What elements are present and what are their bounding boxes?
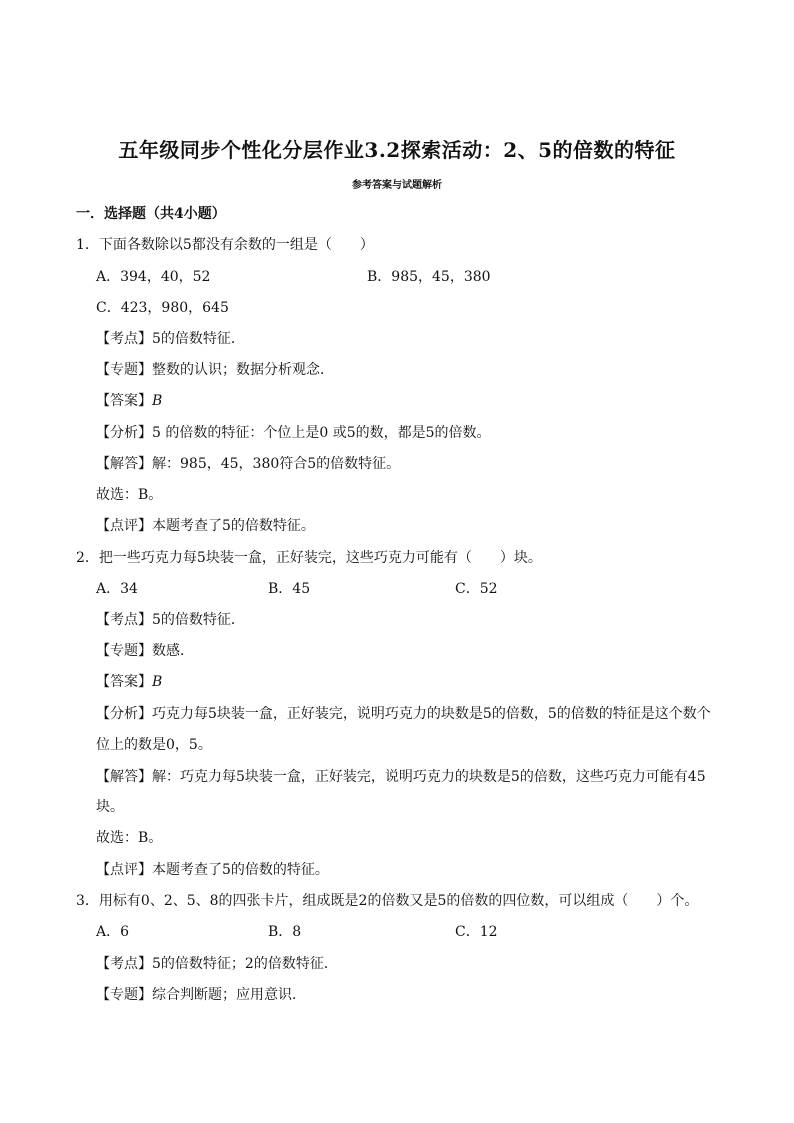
question-1-kaodian: [96, 330, 245, 348]
question-3-zhuanti: [96, 986, 306, 1004]
jieda-text: 解：985，45，380符合5的倍数特征。: [152, 456, 401, 472]
zhuanti-text: 综合判断题；应用意识．: [152, 987, 306, 1003]
question-1-zhuanti: [96, 361, 334, 379]
dianping-tag: 【点评】: [96, 862, 152, 878]
jieda-text: 解：巧克力每5块装一盒，正好装完，说明巧克力的块数是5的倍数，这些巧克力可能有45: [152, 769, 706, 785]
zhuanti-tag: 【专题】: [96, 362, 152, 378]
question-1-stem: 1．下面各数除以5都没有余数的一组是（ ）: [76, 237, 374, 253]
daan-text: B: [152, 674, 163, 690]
page-subtitle: 参考答案与试题解析: [352, 180, 442, 191]
dianping-tag: 【点评】: [96, 518, 152, 534]
question-2-option-b: B．45: [268, 581, 311, 597]
kaodian-tag: 【考点】: [96, 956, 152, 972]
question-2-jieda-line1: [96, 768, 706, 786]
question-2-guxuan: 故选：B。: [96, 830, 163, 846]
question-3-option-b: B．8: [268, 924, 302, 940]
kaodian-tag: 【考点】: [96, 331, 152, 347]
kaodian-text: 5的倍数特征．: [152, 331, 245, 347]
dianping-text: 本题考查了5的倍数特征。: [152, 518, 315, 534]
question-3-stem: 3．用标有0、2、5、8的四张卡片，组成既是2的倍数又是5的倍数的四位数，可以组成（ ）个。: [76, 893, 699, 909]
question-2-kaodian: [96, 611, 245, 629]
jieda-tag: 【解答】: [96, 456, 152, 472]
zhuanti-tag: 【专题】: [96, 643, 152, 659]
question-1-fenxi: [96, 424, 491, 442]
question-1-option-c: C．423，980，645: [96, 300, 229, 316]
question-1-option-b: B．985，45，380: [367, 269, 491, 285]
question-3-option-a: A．6: [96, 924, 130, 940]
question-2-jieda-line2: 块。: [96, 799, 124, 815]
fenxi-tag: 【分析】: [96, 706, 152, 722]
question-1-daan: [96, 392, 162, 410]
page-title: 五年级同步个性化分层作业3.2探索活动：2、5的倍数的特征: [118, 138, 676, 162]
question-2-stem: 2．把一些巧克力每5块装一盒，正好装完，这些巧克力可能有（ ）块。: [76, 550, 542, 566]
question-2-fenxi-line2: 位上的数是0，5。: [96, 737, 212, 753]
fenxi-tag: 【分析】: [96, 425, 152, 441]
zhuanti-text: 整数的认识；数据分析观念．: [152, 362, 334, 378]
question-2-option-c: C．52: [455, 581, 498, 597]
question-2-zhuanti: [96, 642, 194, 660]
question-2-dianping: [96, 861, 329, 879]
fenxi-text: 巧克力每5块装一盒，正好装完，说明巧克力的块数是5的倍数，5的倍数的特征是这个数个: [152, 706, 711, 722]
dianping-text: 本题考查了5的倍数的特征。: [152, 862, 329, 878]
jieda-tag: 【解答】: [96, 769, 152, 785]
fenxi-text: 5 的倍数的特征：个位上是0 或5的数，都是5的倍数。: [152, 425, 491, 441]
question-1-jieda: [96, 455, 400, 473]
question-3-option-c: C．12: [455, 924, 498, 940]
section-heading: 一．选择题（共4小题）: [76, 206, 226, 222]
kaodian-text: 5的倍数特征．: [152, 612, 245, 628]
question-2-option-a: A．34: [96, 581, 138, 597]
question-1-guxuan: 故选：B。: [96, 487, 163, 503]
question-1-option-a: A．394，40，52: [96, 269, 211, 285]
kaodian-tag: 【考点】: [96, 612, 152, 628]
kaodian-text: 5的倍数特征；2的倍数特征．: [152, 956, 338, 972]
question-1-dianping: [96, 517, 315, 535]
daan-tag: 【答案】: [96, 393, 152, 409]
question-2-fenxi-line1: [96, 705, 711, 723]
daan-tag: 【答案】: [96, 674, 152, 690]
zhuanti-tag: 【专题】: [96, 987, 152, 1003]
daan-text: B: [152, 393, 163, 409]
question-3-kaodian: [96, 955, 338, 973]
question-2-daan: [96, 673, 162, 691]
zhuanti-text: 数感．: [152, 643, 194, 659]
